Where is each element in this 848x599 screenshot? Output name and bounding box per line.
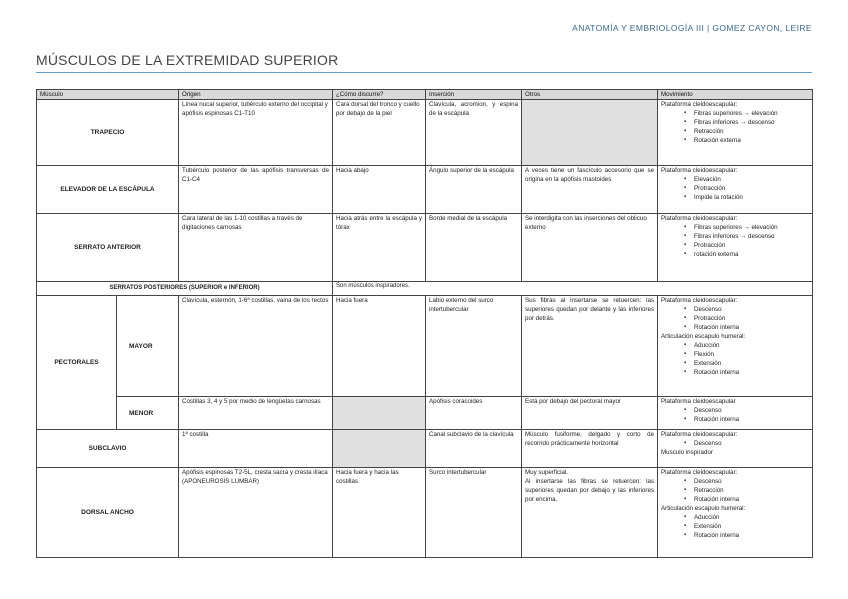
list-item: ▪ Retracción [684,486,809,495]
movement-list [661,341,809,377]
insercion-cell: Surco intertubercular [426,468,522,558]
origen-cell: Costillas 3, 4 y 5 por medio de lengüetas carnosas [179,397,333,430]
document-header: ANATOMÍA Y EMBRIOLOGÍA III | GOMEZ CAYON, LEIRE [572,23,812,33]
movement-heading: Plataforma cleidoescapular: [661,297,738,304]
movimiento-cell [658,397,813,430]
table-row [37,100,813,166]
list-item: ▪ Descenso [684,305,809,314]
movimiento-cell [658,296,813,397]
movement-list [661,223,809,259]
col-header-insercion: Inserción [426,90,522,100]
muscle-name: DORSAL ANCHO [37,468,179,558]
origen-cell: Tubérculo posterior de las apófisis transversas de C1-C4 [179,166,333,214]
list-item: ▪ Rotación interna [684,323,809,332]
muscle-name: SUBCLAVIO [37,430,179,468]
movimiento-cell [658,214,813,282]
movement-heading: Articulación escapulo humeral: [661,505,746,512]
origen-cell: Clavícula, esternón, 1-6ª costillas, vaina de los rectos [179,296,333,397]
movement-list [661,406,809,424]
origen-cell: 1ª costilla [179,430,333,468]
list-item: ▪ Aducción [684,513,809,522]
muscles-table [36,89,813,558]
list-item: ▪ Descenso [684,439,809,448]
origen-cell: Cara lateral de las 1-10 costillas a través de digitaciones carnosas [179,214,333,282]
movimiento-cell [658,166,813,214]
list-item: ▪ Descenso [684,406,809,415]
submuscle-name: MAYOR [117,296,179,397]
insercion-cell: Apófisis coracoides [426,397,522,430]
table-row [37,214,813,282]
col-header-movimiento: Movimiento [658,90,813,100]
table-row [37,282,813,296]
movement-heading: Plataforma cleidoescapular [661,398,736,405]
list-item: ▪ Extensión [684,522,809,531]
discurre-cell: Hacia abajo [333,166,426,214]
insercion-cell: Clavícula, acromion, y espina de la escápula [426,100,522,166]
movement-heading: Plataforma cleidoescapular: [661,101,738,108]
muscle-name: SERRATO ANTERIOR [37,214,179,282]
otros-cell: Se interdigita con las inserciones del oblicuo externo [522,214,658,282]
discurre-cell: Cara dorsal del tronco y cuello por debajo de la piel [333,100,426,166]
muscle-name: PECTORALES [37,296,117,430]
col-header-otros: Otros [522,90,658,100]
movement-note: Musculo inspirador [661,449,713,456]
origen-cell: Apófisis espinosas T2-5L, cresta sacra y cresta ilíaca (APONEUROSIS LUMBAR) [179,468,333,558]
table-row [37,166,813,214]
movement-heading: Plataforma cleidoescapular: [661,469,738,476]
movement-list [661,305,809,332]
page-title: MÚSCULOS DE LA EXTREMIDAD SUPERIOR [36,52,339,68]
movement-list [661,439,809,448]
submuscle-name: MENOR [117,397,179,430]
list-item: ▪ Fibras superiores → elevación [684,223,809,232]
list-item: ▪ Descenso [684,477,809,486]
table-row [37,397,813,430]
list-item: ▪ Protracción [684,314,809,323]
muscle-name: ELEVADOR DE LA ESCÁPULA [37,166,179,214]
discurre-cell [333,430,426,468]
list-item: ▪ Rotación interna [684,368,809,377]
discurre-cell: Hacia atrás entre la escápula y tórax [333,214,426,282]
insercion-cell: Canal subclavio de la clavícula [426,430,522,468]
note-cell: Son músculos inspiradores. [333,282,813,296]
origen-cell: Línea nucal superior, tubérculo externo del occipital y apófisis espinosas C1-T10 [179,100,333,166]
discurre-cell [333,397,426,430]
otros-cell: A veces tiene un fascículo accesorio que se origina en la apófisis mastoides [522,166,658,214]
muscle-name: TRAPECIO [37,100,179,166]
table-header-row [37,90,813,100]
list-item: ▪ Protracción [684,184,809,193]
list-item: ▪ Rotación interna [684,531,809,540]
table-row [37,430,813,468]
movement-heading: Plataforma cleidoescapular: [661,431,738,438]
table-row [37,296,813,397]
list-item: ▪ Rotación interna [684,415,809,424]
movimiento-cell [658,468,813,558]
movement-heading: Plataforma cleidoescapular: [661,215,738,222]
otros-cell: Sus fibras al insertarse se retuercen: las superiores quedan por delante y las inferiores por detrás. [522,296,658,397]
otros-cell [522,100,658,166]
table-row [37,468,813,558]
list-item: ▪ Rotación interna [684,495,809,504]
movimiento-cell [658,430,813,468]
muscle-name: SERRATOS POSTERIORES (SUPERIOR e INFERIOR) [37,282,333,296]
list-item: ▪ Aducción [684,341,809,350]
otros-line: Muy superficial. [525,469,568,476]
list-item: ▪ Rotación externa [684,136,809,145]
list-item: ▪ Retracción [684,127,809,136]
otros-cell: Músculo fusiforme, delgado y corto de recorrido prácticamente horizontal [522,430,658,468]
insercion-cell: Labio externo del surco intertubercular [426,296,522,397]
list-item: ▪ Fibras inferiores → descenso [684,232,809,241]
movement-list [661,477,809,504]
otros-cell [522,468,658,558]
insercion-cell: Ángulo superior de la escápula [426,166,522,214]
list-item: ▪ Elevación [684,175,809,184]
list-item: ▪ Flexión [684,350,809,359]
movement-list [661,175,809,202]
movement-heading: Articulación escapulo humeral: [661,333,746,340]
list-item: ▪ Extensión [684,359,809,368]
otros-cell: Está por debajo del pectoral mayor [522,397,658,430]
movement-heading: Plataforma cleidoescapular: [661,167,738,174]
list-item: ▪ Impide la rotación [684,193,809,202]
movimiento-cell [658,100,813,166]
otros-line: Al insertarse las fibras se retuercen: las superiores quedan por debajo y las inferiores por encima. [525,478,655,503]
list-item: ▪ Fibras inferiores → descenso [684,118,809,127]
discurre-cell: Hacia fuera [333,296,426,397]
list-item: ▪ Protracción [684,241,809,250]
list-item: ▪ rotación externa [684,250,809,259]
title-divider [36,72,812,73]
col-header-discurre: ¿Cómo discurre? [333,90,426,100]
list-item: ▪ Fibras superiores → elevación [684,109,809,118]
col-header-origen: Origen [179,90,333,100]
insercion-cell: Borde medial de la escápula [426,214,522,282]
discurre-cell: Hacia fuera y hacia las costillas [333,468,426,558]
movement-list [661,513,809,540]
movement-list [661,109,809,145]
col-header-musculo: Músculo [37,90,179,100]
